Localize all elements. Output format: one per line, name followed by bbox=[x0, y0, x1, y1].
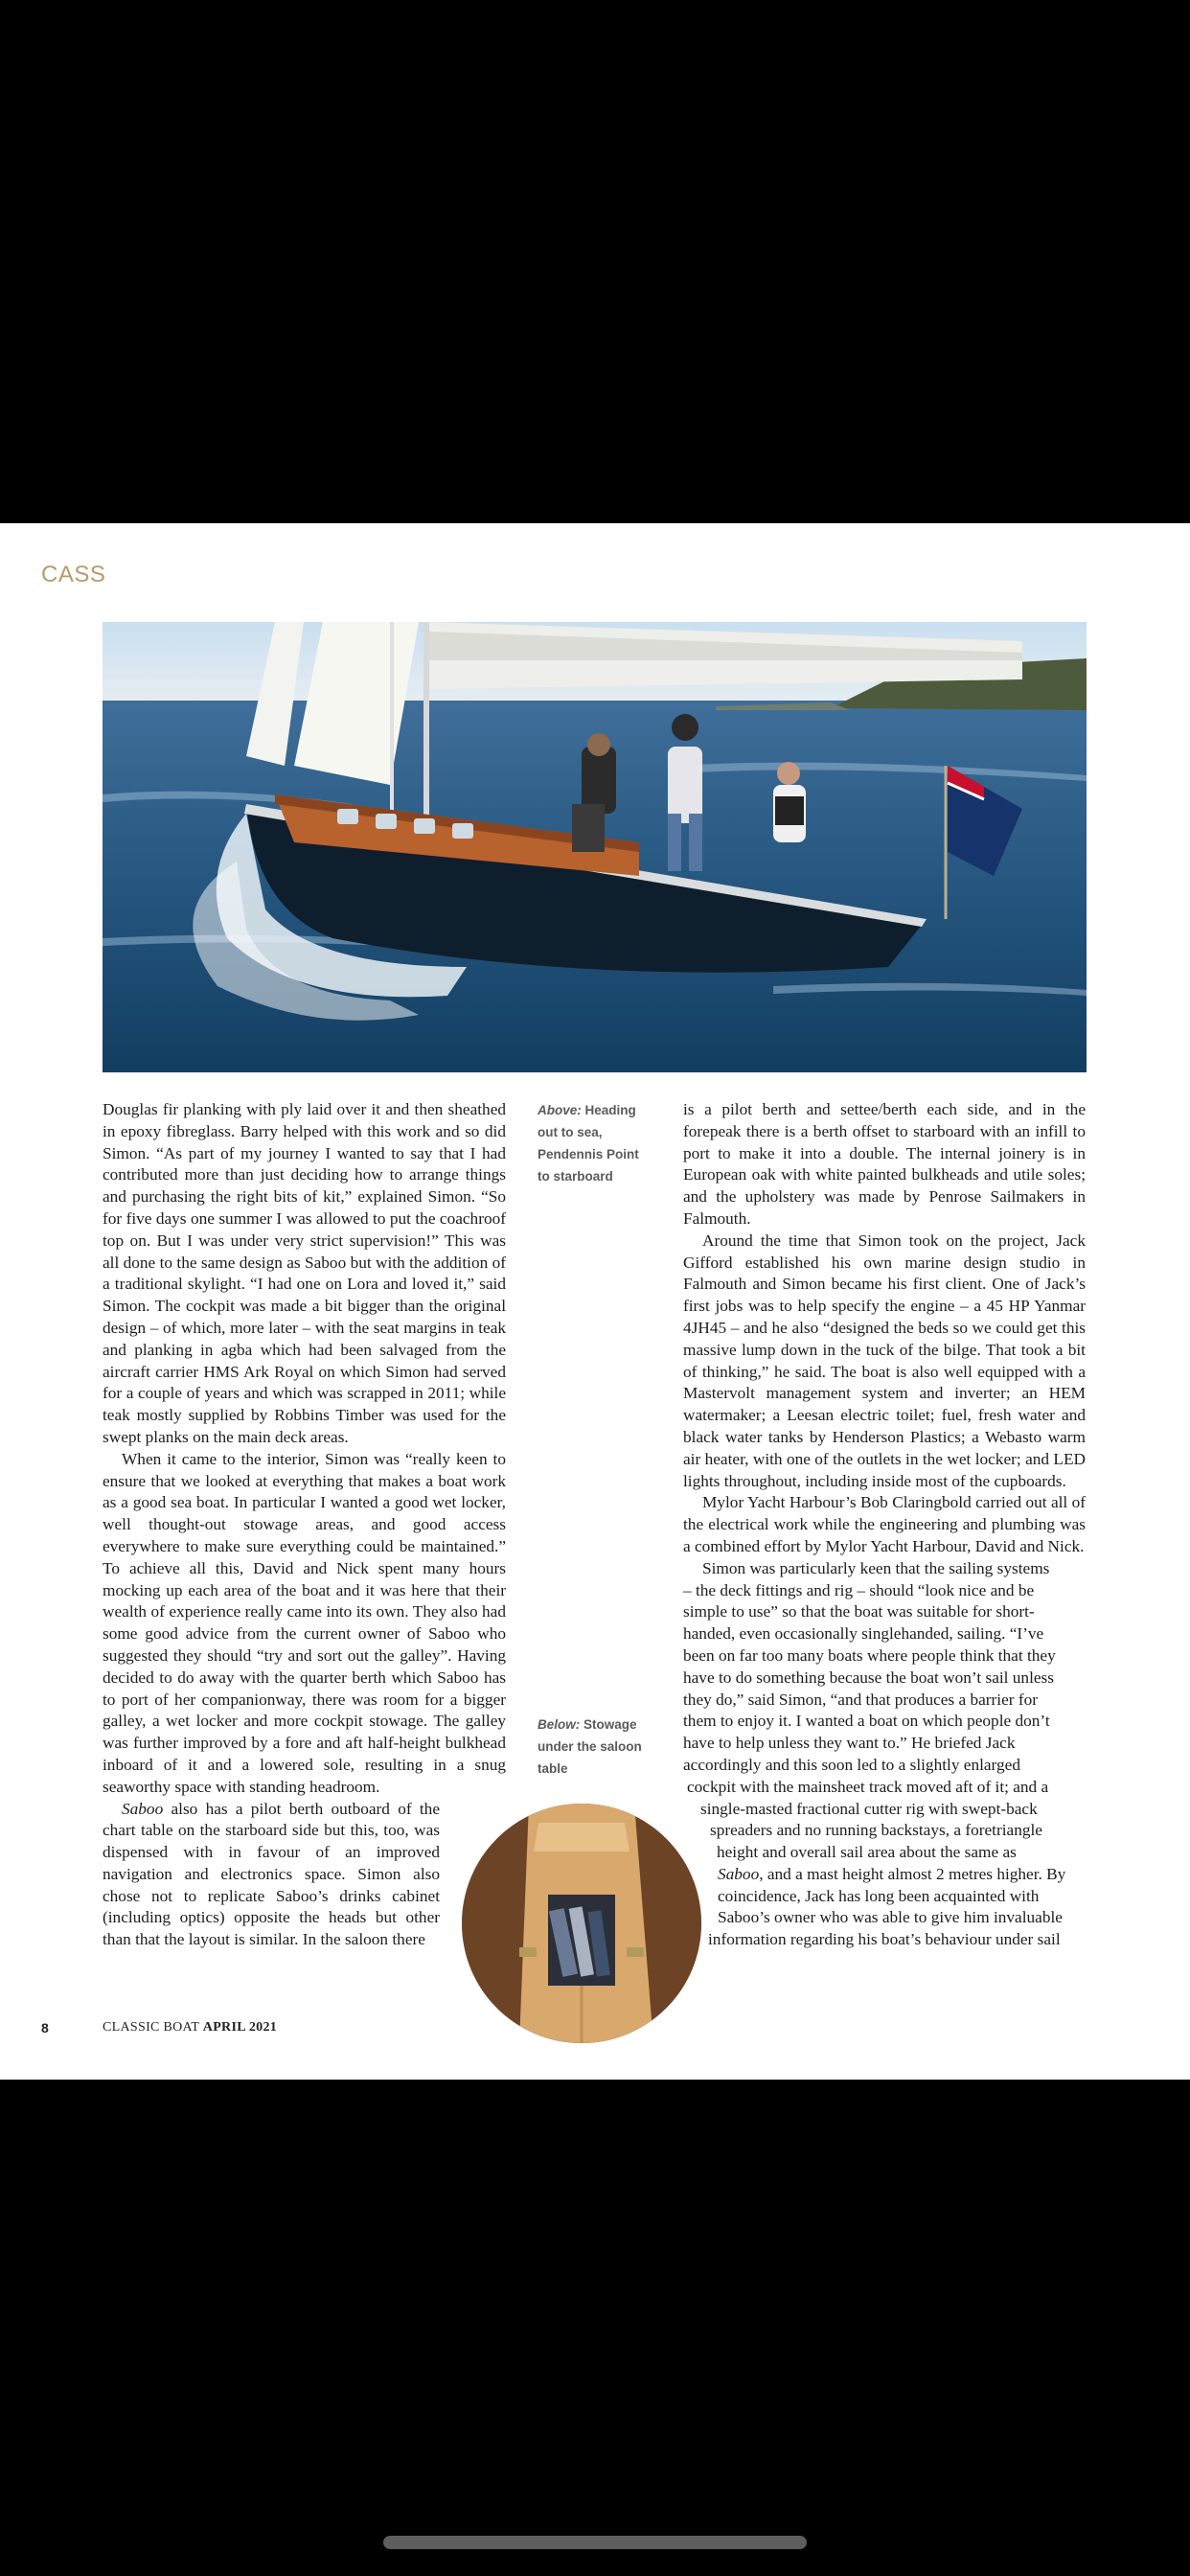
line-rest: , and a mast height almost 2 metres higher. By bbox=[759, 1864, 1066, 1883]
page-number: 8 bbox=[41, 2020, 49, 2036]
caption-above bbox=[538, 1099, 652, 1187]
text-line: been on far too many boats where people think that they bbox=[683, 1645, 1056, 1665]
caption-text: Stowage under the saloon table bbox=[538, 1717, 642, 1776]
text-line: they do,” said Simon, “and that produces a barrier for bbox=[683, 1690, 1038, 1709]
text-line: cockpit with the mainsheet track moved aft of it; and a bbox=[687, 1777, 1049, 1796]
paragraph-text: also has a pilot berth outboard of the chart table on the starboard side but this, too, was dispensed with in favour of an improved navigation and electronics space. Simon also chose not to replicate Saboo’s drinks cabinet (including optics) opposite the heads but other than that the layout is similar. In the saloon there bbox=[103, 1799, 440, 1949]
caption-text: Heading out to sea, Pendennis Point to starboard bbox=[538, 1103, 639, 1184]
paragraph: When it came to the interior, Simon was “really keen to ensure that we looked at everything that makes a boat work as a good sea boat. In particular I wanted a good wet locker, well thought-out stowage areas, and good access everywhere to make sure everything could be maintained.” To achieve all this, David and Nick spent many hours mocking up each area of the boat and it was here that their wealth of experience really came into its own. They also had some good advice from the current owner of Saboo who suggested they should “try and sort out the galley”. Having decided to do away with the quarter berth which Saboo has to port of her companionway, there was room for a bigger galley, a wet locker and more cockpit stowage. The galley was further improved by a fore and aft half-height bulkhead inboard of it and a lowered sole, resulting in a snug seaworthy space with standing headroom. bbox=[103, 1449, 506, 1796]
hero-photo bbox=[103, 622, 1087, 1072]
issue-date: APRIL 2021 bbox=[202, 2020, 278, 2035]
text-line bbox=[683, 1864, 1086, 1886]
caption-lead: Below: bbox=[538, 1717, 581, 1732]
paragraph: is a pilot berth and settee/berth each side, and in the forepeak there is a berth offset to starboard with an infill to port to make it into a double. The internal joinery is in European oak with white painted bulkheads and utile soles; and the upholstery was made by Penrose Sailmakers in Falmouth. bbox=[683, 1100, 1086, 1228]
flowing-paragraph bbox=[683, 1558, 1086, 1951]
text-line: Simon was particularly keen that the sailing systems bbox=[702, 1558, 1050, 1577]
text-line: simple to use” so that the boat was suitable for short- bbox=[683, 1602, 1035, 1622]
text-line: height and overall sail area about the same as bbox=[717, 1843, 1017, 1862]
paragraph bbox=[103, 1799, 440, 1952]
text-line: have to help unless they want to.” He briefed Jack bbox=[683, 1734, 1016, 1753]
paragraph: Douglas fir planking with ply laid over it and then sheathed in epoxy fibreglass. Barry helped with this work and so did Simon. “As part of my journey I wanted to say that I had contributed more than just deciding how to arrange things and purchasing the right bits of kit,” explained Simon. “So for five days one summer I was allowed to put the coachroof top on. But I was under very strict supervision!” This was all done to the same design as Saboo but with the addition of a traditional skylight. “I had one on Lora and loved it,” said Simon. The cockpit was made a bit bigger than the original design – of which, more later – with the seat margins in teak and planking in agba which had been salvaged from the aircraft carrier HMS Ark Royal on which Simon had served for a couple of years and which was scrapped in 2011; while teak mostly supplied by Robbins Timber was used for the swept planks on the main deck areas. bbox=[103, 1100, 506, 1446]
caption-below bbox=[538, 1714, 652, 1780]
article-right-column bbox=[683, 1099, 1086, 1951]
stowage-photo bbox=[462, 1804, 701, 2043]
text-line: spreaders and no running backstays, a foretriangle bbox=[710, 1821, 1042, 1840]
home-indicator[interactable] bbox=[383, 2536, 807, 2549]
boat-name: Saboo bbox=[122, 1799, 164, 1818]
text-line: – the deck fittings and rig – should “look nice and be bbox=[683, 1580, 1035, 1599]
text-line: Saboo’s owner who was able to give him invaluable bbox=[718, 1908, 1063, 1927]
boat-name: Saboo bbox=[718, 1864, 760, 1883]
article-left-column bbox=[103, 1099, 506, 1951]
magazine-name: CLASSIC BOAT bbox=[103, 2020, 199, 2035]
text-line: have to do something because the boat won’t sail unless bbox=[683, 1668, 1054, 1687]
paragraph: Mylor Yacht Harbour’s Bob Claringbold carried out all of the electrical work while the engineering and plumbing was a combined effort by Mylor Yacht Harbour, David and Nick. bbox=[683, 1493, 1086, 1555]
caption-lead: Above: bbox=[538, 1103, 582, 1117]
text-line: handed, even occasionally singlehanded, sailing. “I’ve bbox=[683, 1624, 1044, 1644]
magazine-page bbox=[0, 523, 1190, 2080]
text-line: them to enjoy it. I wanted a boat on which people don’t bbox=[683, 1712, 1050, 1731]
text-line: single-masted fractional cutter rig with swept-back bbox=[700, 1799, 1038, 1818]
text-line: information regarding his boat’s behaviour under sail bbox=[708, 1930, 1061, 1949]
text-line: accordingly and this soon led to a slightly enlarged bbox=[683, 1755, 1020, 1774]
text-line: coincidence, Jack has long been acquainted with bbox=[718, 1886, 1040, 1905]
paragraph: Around the time that Simon took on the project, Jack Gifford established his own marine design studio in Falmouth and Simon became his first client. One of Jack’s first jobs was to help specify the engine – a 45 HP Yanmar 4JH45 – and he also “designed the beds so we could get this massive lump down in the tuck of the bilge. That took a bit of thinking,” he said. The boat is also well equipped with a Mastervolt management system and inverter; an HEM watermaker; a Leesan electric toilet; fuel, fresh water and black water tanks by Henderson Plastics; a Webasto warm air heater, with one of the outlets in the wet locker; and LED lights throughout, including inside most of the cupboards. bbox=[683, 1230, 1086, 1490]
section-label: CASS bbox=[41, 562, 106, 587]
magazine-footer bbox=[103, 2020, 277, 2036]
